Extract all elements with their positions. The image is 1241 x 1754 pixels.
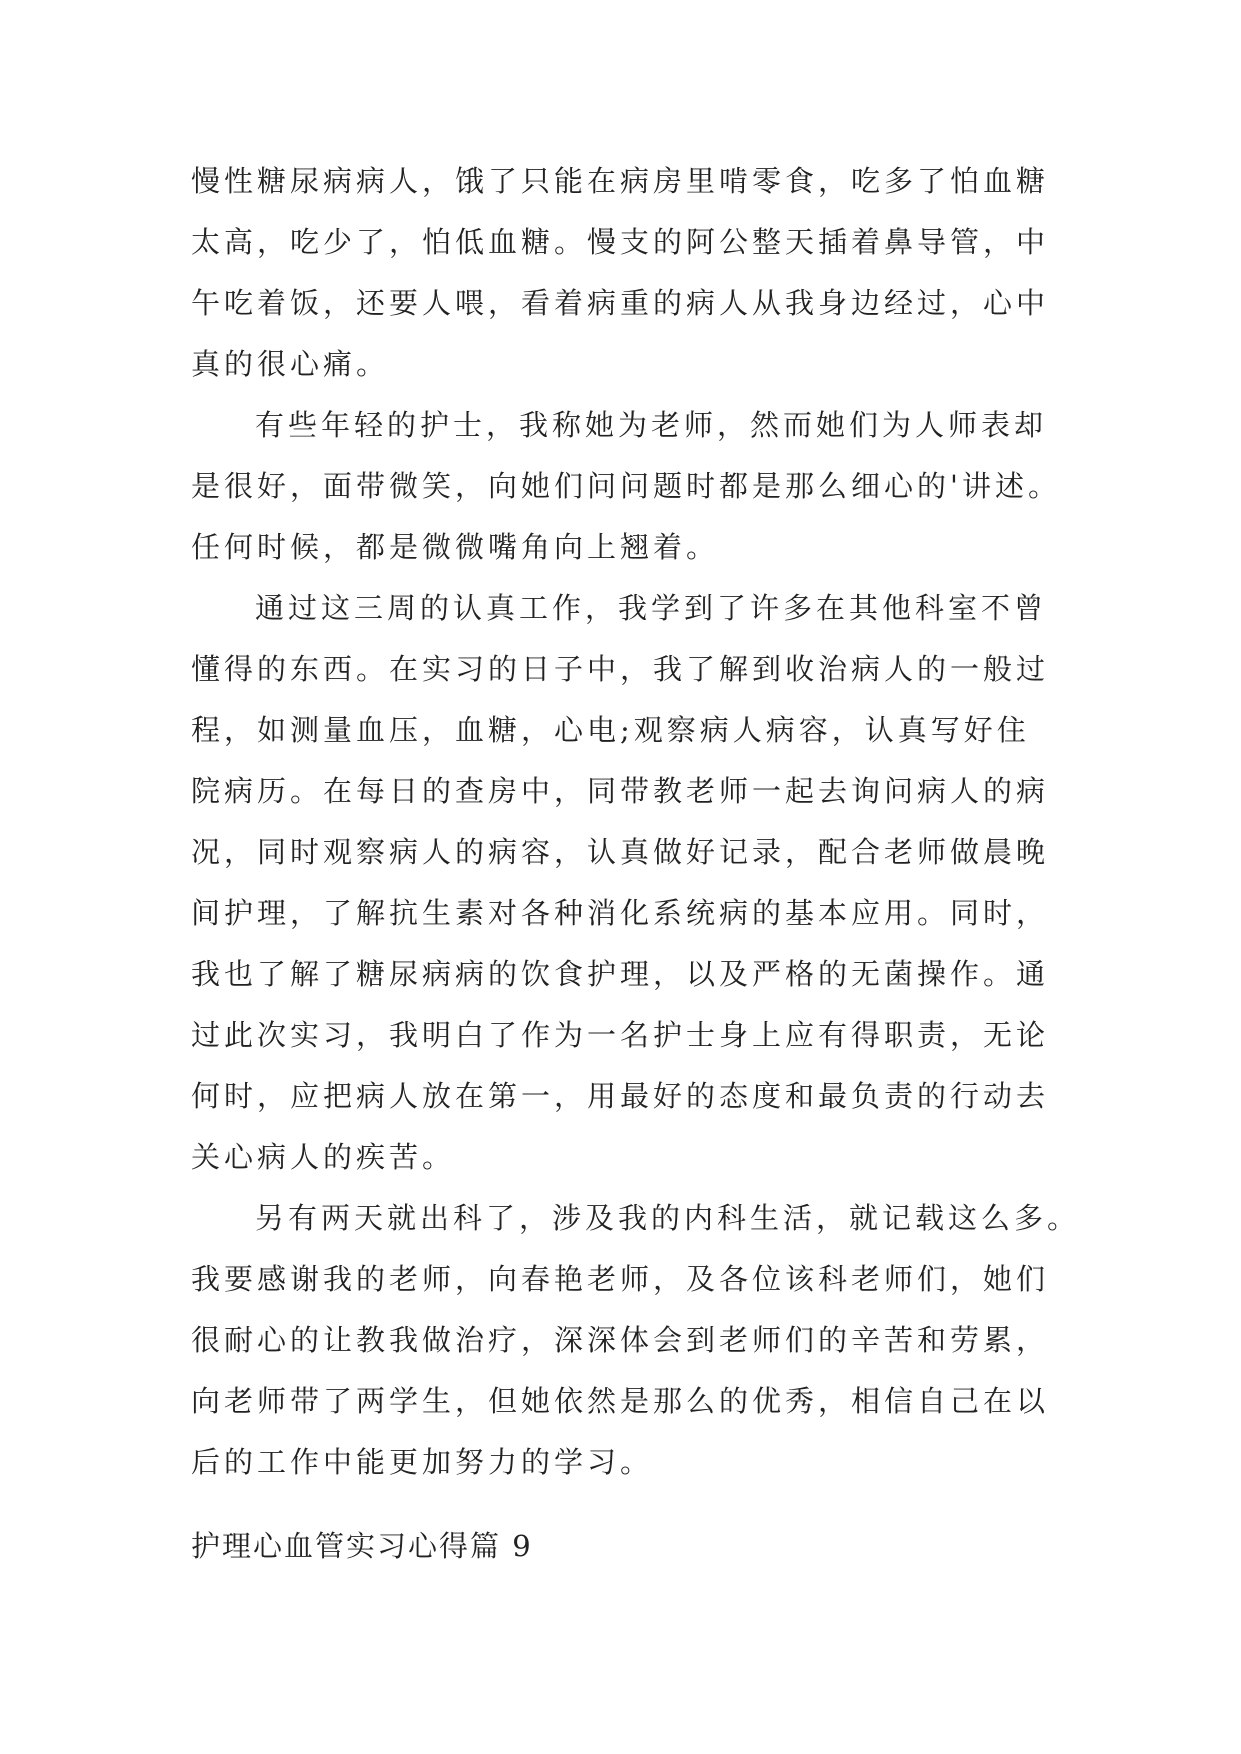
text-line: 后的工作中能更加努力的学习。 xyxy=(191,1445,654,1479)
text-line: 间护理，了解抗生素对各种消化系统病的基本应用。同时， xyxy=(191,896,1050,930)
text-line: 太高，吃少了，怕低血糖。慢支的阿公整天插着鼻导管，中 xyxy=(191,225,1050,259)
text-line: 是很好，面带微笑，向她们问问题时都是那么细心的'讲述。 xyxy=(191,469,1061,503)
text-line: 很耐心的让教我做治疗，深深体会到老师们的辛苦和劳累， xyxy=(191,1323,1050,1357)
text-line: 我也了解了糖尿病病的饮食护理，以及严格的无菌操作。通 xyxy=(191,957,1050,991)
text-line: 另有两天就出科了，涉及我的内科生活，就记载这么多。 xyxy=(255,1201,1081,1235)
text-line: 慢性糖尿病病人，饿了只能在病房里啃零食，吃多了怕血糖 xyxy=(191,164,1050,198)
text-line: 向老师带了两学生，但她依然是那么的优秀，相信自己在以 xyxy=(191,1384,1050,1418)
text-line: 通过这三周的认真工作，我学到了许多在其他科室不曾 xyxy=(255,591,1048,625)
text-line: 有些年轻的护士，我称她为老师，然而她们为人师表却 xyxy=(255,408,1048,442)
text-line: 过此次实习，我明白了作为一名护士身上应有得职责，无论 xyxy=(191,1018,1050,1052)
text-line: 程，如测量血压，血糖，心电;观察病人病容，认真写好住 xyxy=(191,713,1030,747)
text-line: 懂得的东西。在实习的日子中，我了解到收治病人的一般过 xyxy=(191,652,1050,686)
text-line: 况，同时观察病人的病容，认真做好记录，配合老师做晨晚 xyxy=(191,835,1050,869)
text-line: 何时，应把病人放在第一，用最好的态度和最负责的行动去 xyxy=(191,1079,1050,1113)
text-line: 任何时候，都是微微嘴角向上翘着。 xyxy=(191,530,720,564)
text-line: 关心病人的疾苦。 xyxy=(191,1140,456,1174)
text-line: 院病历。在每日的查房中，同带教老师一起去询问病人的病 xyxy=(191,774,1050,808)
text-line: 真的很心痛。 xyxy=(191,347,390,381)
text-line: 午吃着饭，还要人喂，看着病重的病人从我身边经过，心中 xyxy=(191,286,1050,320)
section-heading: 护理心血管实习心得篇 9 xyxy=(191,1529,533,1563)
text-line: 我要感谢我的老师，向春艳老师，及各位该科老师们，她们 xyxy=(191,1262,1050,1296)
